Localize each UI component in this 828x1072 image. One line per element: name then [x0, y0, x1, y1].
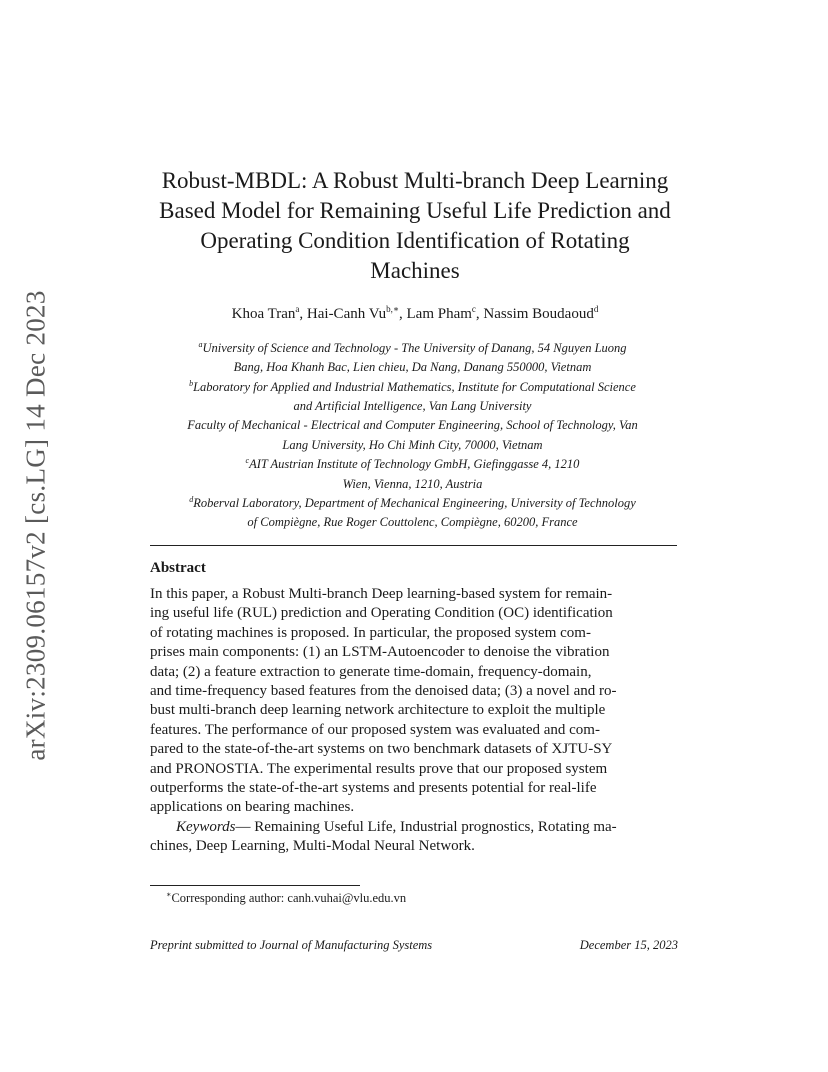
affil-text: Laboratory for Applied and Industrial Mathematics, Institute for Computational Science — [193, 379, 636, 394]
abstract-top-rule — [150, 545, 677, 546]
arxiv-id: arXiv:2309.06157v2 [cs.LG] 14 Dec 2023 — [20, 289, 51, 761]
affil-text: and Artificial Intelligence, Van Lang University — [293, 399, 532, 414]
affil-mark: c — [245, 456, 250, 466]
abstract-line: applications on bearing machines. — [150, 799, 355, 816]
author-list — [130, 304, 700, 323]
affiliation-line — [140, 473, 685, 492]
affiliation-line — [140, 414, 685, 433]
affiliation-line — [140, 395, 685, 414]
author-separator: , — [299, 306, 307, 322]
submission-date: December 15, 2023 — [579, 938, 678, 952]
author-affil-mark: b,∗ — [386, 304, 400, 314]
author-name: Lam Pham — [406, 306, 472, 322]
author-affil-mark: c — [471, 304, 476, 314]
author-affil-mark: d — [593, 304, 599, 314]
footnote — [166, 890, 406, 906]
preprint-note: Preprint submitted to Journal of Manufacturing Systems — [150, 938, 433, 952]
abstract-line: ing useful life (RUL) prediction and Operating Condition (OC) identification — [150, 605, 613, 622]
keywords-label: Keywords — [176, 818, 236, 835]
affiliation-line — [140, 492, 685, 511]
affil-text: Faculty of Mechanical - Electrical and Computer Engineering, School of Technology, Van — [187, 418, 638, 433]
affil-text: Lang University, Ho Chi Minh City, 70000, Vietnam — [282, 437, 543, 452]
affil-text: Wien, Vienna, 1210, Austria — [342, 476, 483, 491]
affiliation-line — [140, 356, 685, 375]
abstract-line: and time-frequency based features from the denoised data; (3) a novel and ro- — [150, 683, 617, 700]
abstract-line: bust multi-branch deep learning network architecture to exploit the multiple — [150, 702, 606, 719]
paper-title — [130, 166, 700, 286]
abstract-line: of rotating machines is proposed. In particular, the proposed system com- — [150, 624, 591, 641]
title-line: Robust-MBDL: A Robust Multi-branch Deep Learning — [161, 168, 669, 193]
affiliation-line — [140, 511, 685, 530]
author-name: Nassim Boudaoud — [483, 306, 594, 322]
footnote-rule — [150, 885, 360, 886]
arxiv-sidebar — [16, 290, 56, 760]
author-name: Hai-Canh Vu — [306, 306, 387, 322]
abstract-line: data; (2) a feature extraction to generate time-domain, frequency-domain, — [150, 663, 592, 680]
footnote-text: Corresponding author: canh.vuhai@vlu.edu.vn — [171, 891, 407, 906]
author-name: Khoa Tran — [231, 306, 296, 322]
author-separator: , — [399, 306, 407, 322]
keywords-line — [150, 818, 680, 837]
abstract-line: and PRONOSTIA. The experimental results prove that our proposed system — [150, 760, 608, 777]
abstract-line: In this paper, a Robust Multi-branch Deep learning-based system for remain- — [150, 586, 613, 602]
author-affil-mark: a — [295, 304, 300, 314]
title-line: Operating Condition Identification of Rotating — [200, 228, 630, 253]
abstract-line: pared to the state-of-the-art systems on two benchmark datasets of XJTU-SY — [150, 741, 613, 758]
affiliation-line — [140, 376, 685, 395]
affil-mark: a — [198, 340, 203, 349]
keywords-text: — Remaining Useful Life, Industrial prognostics, Rotating ma- — [235, 818, 617, 835]
affil-text: University of Science and Technology - The University of Danang, 54 Nguyen Luong — [202, 341, 627, 356]
affiliations — [140, 337, 685, 531]
affil-text: AIT Austrian Institute of Technology GmbH, Giefinggasse 4, 1210 — [249, 457, 580, 472]
abstract-line: prises main components: (1) an LSTM-Autoencoder to denoise the vibration — [150, 644, 610, 661]
affil-mark: d — [189, 494, 194, 504]
abstract-body — [150, 585, 680, 857]
author-separator: , — [475, 306, 484, 322]
abstract-line: features. The performance of our proposed system was evaluated and com- — [150, 721, 600, 738]
affil-text: Bang, Hoa Khanh Bac, Lien chieu, Da Nang, Danang 550000, Vietnam — [233, 360, 592, 375]
affiliation-line — [140, 453, 685, 472]
title-line: Based Model for Remaining Useful Life Prediction and — [159, 198, 671, 223]
affiliation-line — [140, 434, 685, 453]
footnote-mark: ∗ — [166, 890, 172, 899]
keywords-line: chines, Deep Learning, Multi-Modal Neural Network. — [150, 838, 475, 855]
affiliation-line — [140, 337, 685, 356]
title-line: Machines — [370, 258, 460, 283]
abstract-heading: Abstract — [150, 560, 206, 576]
affil-text: Roberval Laboratory, Department of Mechanical Engineering, University of Technology — [193, 496, 636, 511]
abstract-line: outperforms the state-of-the-art systems and presents potential for real-life — [150, 780, 597, 797]
affil-mark: b — [189, 378, 194, 388]
affil-text: of Compiègne, Rue Roger Couttolenc, Compiègne, 60200, France — [247, 515, 578, 530]
